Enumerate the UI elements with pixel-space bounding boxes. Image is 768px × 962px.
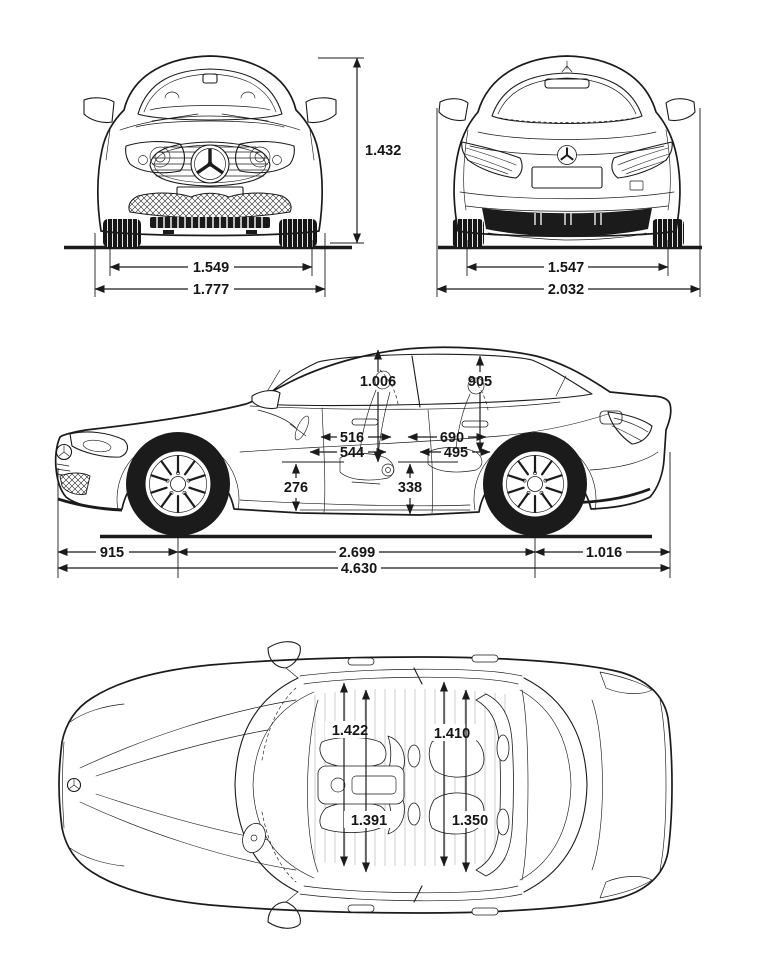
front-view [64,56,401,298]
top-center-console [318,766,404,804]
mercedes-star-icon [558,146,577,165]
front-legroom-min-label: 516 [339,430,365,446]
mercedes-star-icon [68,779,81,792]
front-overhang-label: 915 [99,545,125,561]
side-headlight [70,432,127,457]
side-rear-door-handle [462,421,488,427]
rear-seat-height-label: 338 [397,480,423,496]
dim-rear-track [467,240,668,276]
front-track-label: 1.549 [192,260,230,276]
front-lower-intake [129,193,291,218]
rear-car-art [438,56,702,248]
front-shoulder-label: 1.391 [350,813,388,829]
rear-roof-star [562,61,572,72]
rear-shoulder-label: 1.350 [451,813,489,829]
top-door-handle [472,908,498,915]
front-elbow-label: 1.422 [331,723,369,739]
front-windshield [138,69,282,120]
rear-elbow-label: 1.410 [433,726,471,742]
rear-bumper-detail [630,181,643,190]
front-height-label: 1.432 [365,143,402,159]
dim-rear-seat-height [398,462,458,514]
rear-right-mirror [666,99,695,121]
front-rearview-mirror [203,74,217,83]
rear-window [492,73,642,124]
front-car-art [64,56,352,248]
top-door-handle [348,905,374,912]
side-fog-intake [60,473,90,495]
side-b-pillar [412,356,420,407]
rear-track-label: 1.547 [547,260,585,276]
dim-overall-length [58,561,670,577]
rear-brake-light [545,79,589,88]
rear-legroom-min-label: 495 [443,445,469,461]
rear-width-label: 2.032 [547,282,585,298]
rear-left-mirror [439,99,468,121]
front-width-label: 1.777 [192,282,230,298]
top-door-handle [348,658,374,665]
top-right-mirror [268,902,300,928]
mercedes-star-icon [57,445,72,460]
side-mirror [252,391,280,409]
mercedes-star-icon [191,145,229,183]
front-bumper-strip [150,217,270,228]
side-glasshouse [258,354,592,405]
rear-right-taillight [612,142,672,178]
wheelbase-label: 2.699 [338,545,376,561]
top-steering-wheel [239,820,269,855]
rear-left-taillight [462,142,522,178]
rear-headroom-label: 905 [467,374,493,390]
dim-rear-shoulder-room [445,690,494,872]
top-door-handle [472,655,498,662]
front-right-mirror [306,98,336,123]
rear-overhang-label: 1.016 [585,545,623,561]
overall-length-label: 4.630 [340,561,378,577]
rear-diffuser [482,208,652,237]
front-seat-height-label: 276 [283,480,309,496]
rear-legroom-max-label: 690 [439,430,465,446]
front-headroom-label: 1.006 [359,374,397,390]
top-rear-bench [429,694,513,876]
front-legroom-max-label: 544 [339,445,365,461]
rear-license-plate [532,167,602,188]
side-view [56,347,671,578]
rear-view [437,56,702,298]
dim-front-overall-height [318,58,401,243]
top-rear-window [524,678,587,892]
top-view [59,642,672,929]
top-left-mirror [268,642,300,668]
front-left-mirror [84,98,114,123]
side-rear-wheel [483,432,587,536]
side-front-wheel [126,432,230,536]
